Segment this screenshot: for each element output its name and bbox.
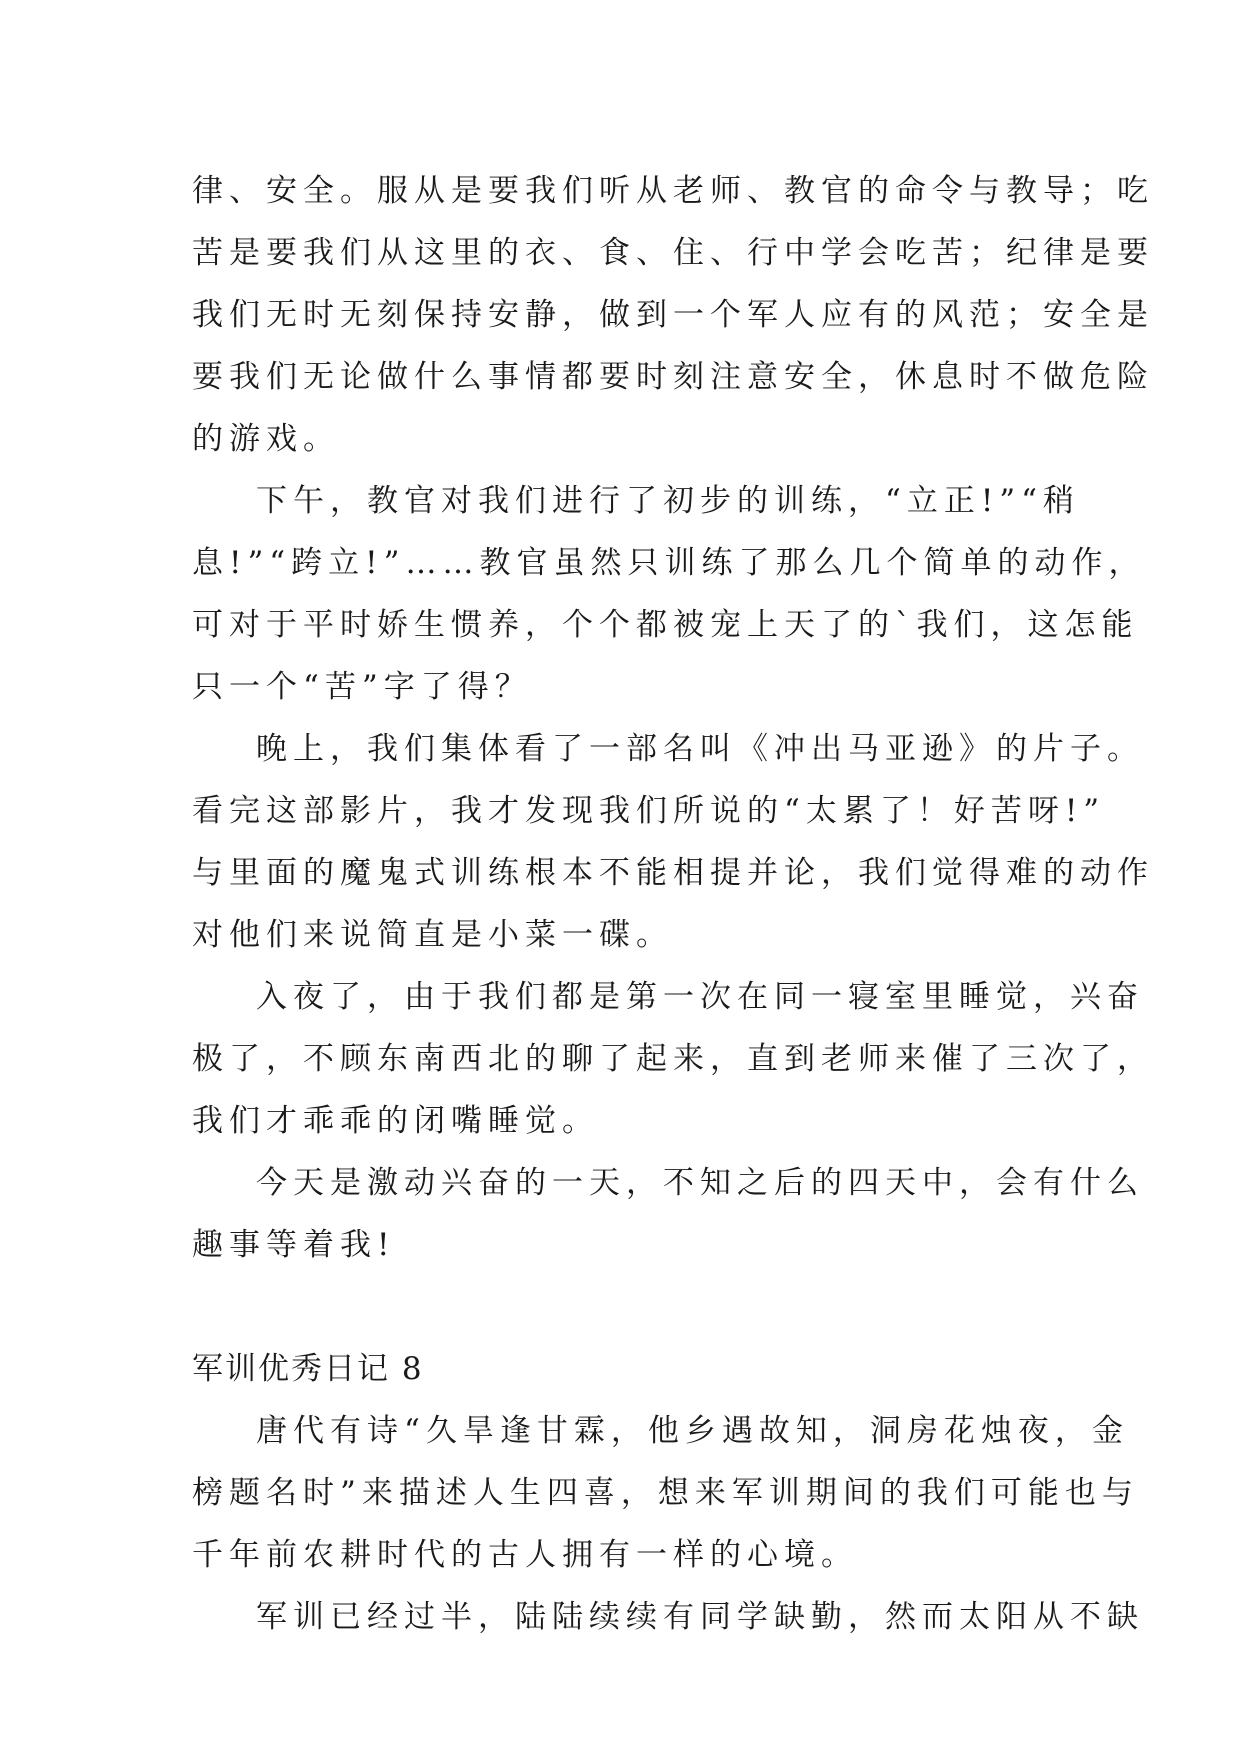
text-line: 千年前农耕时代的古人拥有一样的心境。 xyxy=(192,1537,858,1573)
text-line: 看完这部影片，我才发现我们所说的“太累了！好苦呀!” xyxy=(192,793,1106,829)
text-line: 息!”“跨立!”……教官虽然只训练了那么几个简单的动作， xyxy=(192,545,1146,581)
document-body xyxy=(192,160,1154,1648)
text-line: 今天是激动兴奋的一天，不知之后的四天中，会有什么 xyxy=(256,1165,1144,1201)
text-line: 晚上，我们集体看了一部名叫《冲出马亚逊》的片子。 xyxy=(256,731,1144,767)
text-line: 可对于平时娇生惯养，个个都被宠上天了的`我们，这怎能 xyxy=(192,607,1139,643)
text-line: 下午，教官对我们进行了初步的训练，“立正!”“稍 xyxy=(256,483,1080,519)
text-line: 我们无时无刻保持安静，做到一个军人应有的风范；安全是 xyxy=(192,297,1154,333)
text-line: 我们才乖乖的闭嘴睡觉。 xyxy=(192,1103,599,1139)
paragraph xyxy=(192,470,1146,718)
paragraph xyxy=(192,1152,1144,1276)
text-line: 要我们无论做什么事情都要时刻注意安全，休息时不做危险 xyxy=(192,359,1154,395)
text-line: 趣事等着我! xyxy=(192,1227,396,1263)
paragraph xyxy=(192,160,1154,470)
text-line: 入夜了，由于我们都是第一次在同一寝室里睡觉，兴奋 xyxy=(256,979,1144,1015)
text-line: 律、安全。服从是要我们听从老师、教官的命令与教导；吃 xyxy=(192,173,1154,209)
text-line: 极了，不顾东南西北的聊了起来，直到老师来催了三次了， xyxy=(192,1041,1154,1077)
section-heading: 军训优秀日记 8 xyxy=(192,1351,424,1387)
text-line: 唐代有诗“久旱逢甘霖，他乡遇故知，洞房花烛夜，金 xyxy=(256,1413,1129,1449)
text-line: 榜题名时”来描述人生四喜，想来军训期间的我们可能也与 xyxy=(192,1475,1139,1511)
text-line: 只一个“苦”字了得？ xyxy=(192,669,532,705)
text-line: 军训已经过半，陆陆续续有同学缺勤，然而太阳从不缺 xyxy=(256,1599,1144,1635)
paragraph xyxy=(192,718,1154,966)
paragraph xyxy=(192,966,1154,1152)
text-line: 与里面的魔鬼式训练根本不能相提并论，我们觉得难的动作 xyxy=(192,855,1154,891)
section-spacer xyxy=(192,1276,1062,1338)
text-line: 的游戏。 xyxy=(192,421,340,457)
text-line: 对他们来说简直是小菜一碟。 xyxy=(192,917,673,953)
paragraph xyxy=(192,1586,1144,1648)
paragraph xyxy=(192,1400,1139,1586)
text-line: 苦是要我们从这里的衣、食、住、行中学会吃苦；纪律是要 xyxy=(192,235,1154,271)
